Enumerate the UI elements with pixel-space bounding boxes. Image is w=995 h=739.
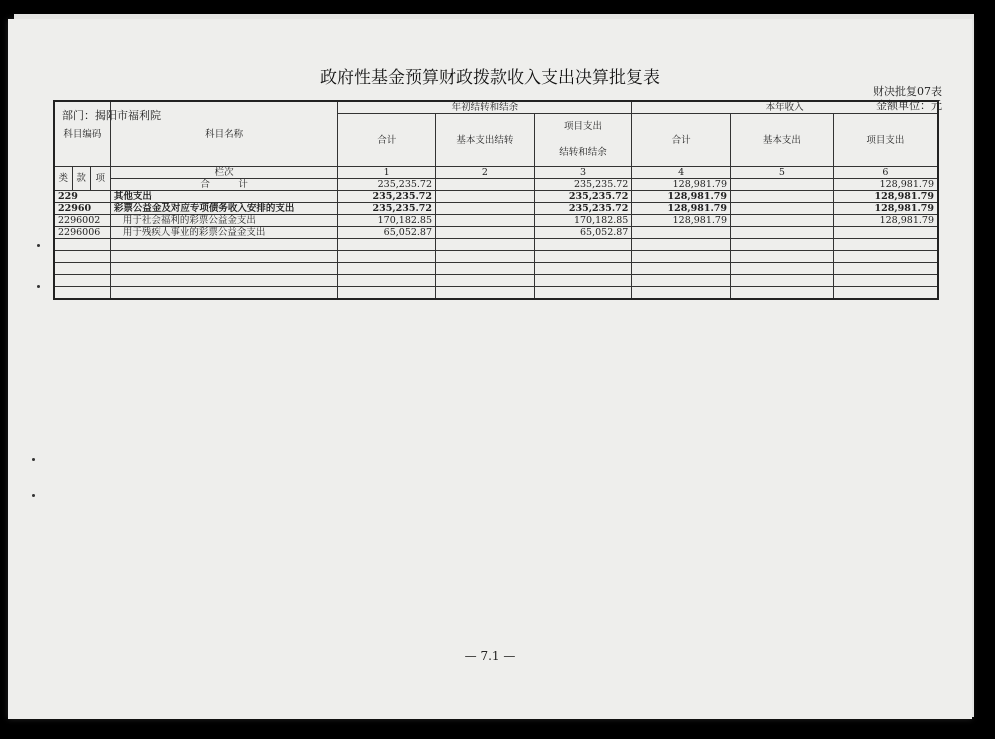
header-xiang: 项 [90,167,110,191]
row-cell: 235,235.72 [534,191,632,203]
scan-dot [32,494,35,497]
row-cell: 128,981.79 [833,215,938,227]
header-row-1 [54,101,938,114]
form-code: 财决批复07表 [873,85,942,98]
row-cell: 170,182.85 [534,215,632,227]
col-num-6: 6 [833,167,938,179]
row-code: 2296006 [54,227,110,239]
row-cell [731,191,834,203]
total-label: 合 计 [110,179,338,191]
header-project-1 [534,114,632,167]
row-cell: 65,052.87 [534,227,632,239]
row-cell: 128,981.79 [833,191,938,203]
row-name: 用于残疾人事业的彩票公益金支出 [110,227,338,239]
page-number: — 7.1 — [464,649,516,663]
row-cell: 128,981.79 [833,203,938,215]
total-cell [436,179,535,191]
row-cell: 235,235.72 [338,203,436,215]
row-cell: 65,052.87 [338,227,436,239]
scan-dot [32,458,35,461]
row-code: 229 [54,191,110,203]
budget-table [53,100,939,300]
table-row [54,191,938,203]
total-cell: 235,235.72 [534,179,632,191]
total-row [54,179,938,191]
row-cell: 235,235.72 [534,203,632,215]
row-code: 2296002 [54,215,110,227]
empty-row [54,263,938,275]
col-num-3: 3 [534,167,632,179]
header-kuan: 款 [72,167,90,191]
row-cell [731,227,834,239]
amount-unit: 金额单位：元 [876,99,942,112]
row-cell [436,203,535,215]
header-project-1-line1: 项目支出 [564,121,603,132]
row-cell: 128,981.79 [632,191,731,203]
col-num-1: 1 [338,167,436,179]
total-cell: 128,981.79 [632,179,731,191]
empty-row [54,275,938,287]
header-basic-1: 基本支出结转 [436,114,535,167]
header-project-2: 项目支出 [833,114,938,167]
colnum-row [54,167,938,179]
page-title: 政府性基金预算财政拨款收入支出决算批复表 [320,68,660,88]
header-name: 科目名称 [110,101,338,167]
row-name: 彩票公益金及对应专项债务收入安排的支出 [110,203,338,215]
row-cell [731,203,834,215]
row-cell: 128,981.79 [632,215,731,227]
scan-dot [37,285,40,288]
table-row [54,203,938,215]
row-cell [436,191,535,203]
header-project-1-line2: 结转和结余 [559,147,607,158]
header-total-2: 合计 [632,114,731,167]
header-opening-group: 年初结转和结余 [338,101,632,114]
row-cell [436,227,535,239]
empty-row [54,287,938,300]
header-total-1: 合计 [338,114,436,167]
table-row [54,215,938,227]
empty-row [54,251,938,263]
row-name: 其他支出 [110,191,338,203]
col-num-5: 5 [731,167,834,179]
row-cell: 170,182.85 [338,215,436,227]
row-code: 22960 [54,203,110,215]
scan-dot [37,244,40,247]
row-cell: 128,981.79 [632,203,731,215]
empty-row [54,239,938,251]
col-num-4: 4 [632,167,731,179]
header-lanci: 栏次 [110,167,338,179]
table-row [54,227,938,239]
row-cell: 235,235.72 [338,191,436,203]
header-income-group: 本年收入 [632,101,938,114]
row-cell [632,227,731,239]
row-cell [731,215,834,227]
row-cell [833,227,938,239]
total-cell [731,179,834,191]
header-code: 科目编码 [54,101,110,167]
col-num-2: 2 [436,167,535,179]
row-cell [436,215,535,227]
total-cell: 235,235.72 [338,179,436,191]
row-name: 用于社会福利的彩票公益金支出 [110,215,338,227]
header-lei: 类 [54,167,72,191]
department-label: 部门：揭阳市福利院 [62,109,161,122]
header-basic-2: 基本支出 [731,114,834,167]
total-cell: 128,981.79 [833,179,938,191]
